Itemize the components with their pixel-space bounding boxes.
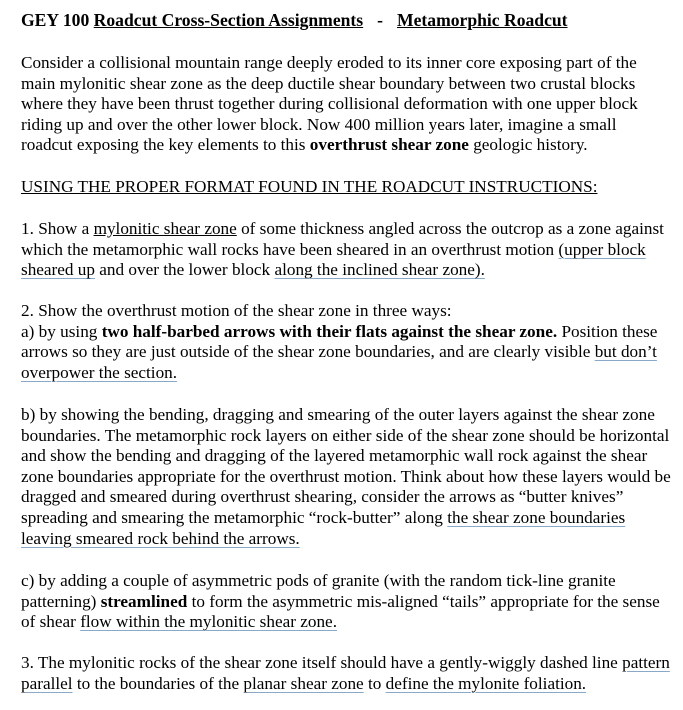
- item-3-text-3: to: [363, 673, 386, 693]
- item-2b-grammar-underline: the shear zone boundaries leaving smeared rock behind the arrows.: [21, 507, 626, 548]
- item-2-intro: 2. Show the overthrust motion of the shear zone in three ways:: [21, 301, 452, 320]
- item-2b-text: b) by showing the bending, dragging and smearing of the outer layers against the shear zone boundaries. The metamorphic rock layers on either side of the shear zone should be horizontal and show the bending and dragging of the layered metamorphic wall rock against the shear zone boundaries appropriate for the overthrust motion. Think about how these layers would be dragged and smeared during overthrust shearing, consider the arrows as “butter knives” spreading and smearing the metamorphic “rock-butter” along: [21, 405, 671, 527]
- page-title: [21, 10, 671, 31]
- course-code: GEY 100: [21, 10, 90, 30]
- item-3-grammar-underline-2: planar shear zone: [243, 673, 364, 693]
- intro-bold-term: overthrust shear zone: [309, 135, 469, 155]
- item-2c-paragraph: [21, 571, 671, 633]
- item-3-grammar-underline-1: pattern parallel: [21, 653, 670, 693]
- item-2c-text-2: to form the asymmetric mis-aligned “tails” appropriate for the sense of shear: [21, 591, 660, 632]
- item-2c-bold: streamlined: [100, 591, 188, 611]
- item-1-grammar-underline-2: along the inclined shear zone).: [274, 260, 485, 280]
- item-2b-paragraph: [21, 405, 671, 549]
- item-2a-bold: two half-barbed arrows with their flats against the shear zone.: [101, 321, 558, 341]
- format-header: USING THE PROPER FORMAT FOUND IN THE ROADCUT INSTRUCTIONS:: [21, 177, 598, 196]
- item-1-paragraph: [21, 219, 671, 281]
- item-2a-prefix: a) by using: [21, 321, 102, 341]
- item-1-grammar-underline-1: (upper block sheared up: [21, 239, 646, 280]
- intro-paragraph: [21, 53, 671, 156]
- topic-title: Metamorphic Roadcut: [397, 10, 568, 30]
- item-1-underlined-term: mylonitic shear zone: [93, 219, 237, 238]
- item-2c-text: c) by adding a couple of asymmetric pods of granite (with the random tick-line granite patterning): [21, 571, 616, 611]
- title-separator: -: [377, 10, 383, 30]
- item-1-text: 1. Show a: [21, 219, 94, 238]
- item-3-paragraph: [21, 653, 671, 694]
- item-3-text-2: to the boundaries of the: [72, 673, 244, 693]
- item-2a-text: Position these arrows so they are just outside of the shear zone boundaries, and are clearly visible: [21, 321, 658, 362]
- item-2a-grammar-underline: but don’t overpower the section.: [21, 342, 657, 382]
- item-3-text: 3. The mylonitic rocks of the shear zone itself should have a gently-wiggly dashed line: [21, 653, 623, 672]
- item-2-paragraph: [21, 301, 671, 383]
- intro-text-end: geologic history.: [468, 135, 588, 155]
- assignment-title: Roadcut Cross-Section Assignments: [93, 10, 364, 30]
- intro-text: Consider a collisional mountain range deeply eroded to its inner core exposing part of the main mylonitic shear zone as the deep ductile shear boundary between two crustal blocks where they have been thrust together during collisional deformation with one upper block riding up and over the other lower block. Now 400 million years later, imagine a small roadcut exposing the key elements to this: [21, 53, 638, 155]
- item-2c-grammar-underline: flow within the mylonitic shear zone.: [80, 612, 337, 632]
- item-1-text-2: of some thickness angled across the outcrop as a zone against which the metamorphic wall rocks have been sheared in an overthrust motion: [21, 219, 664, 259]
- item-3-grammar-underline-3: define the mylonite foliation.: [385, 673, 587, 693]
- item-1-text-3: and over the lower block: [94, 260, 275, 280]
